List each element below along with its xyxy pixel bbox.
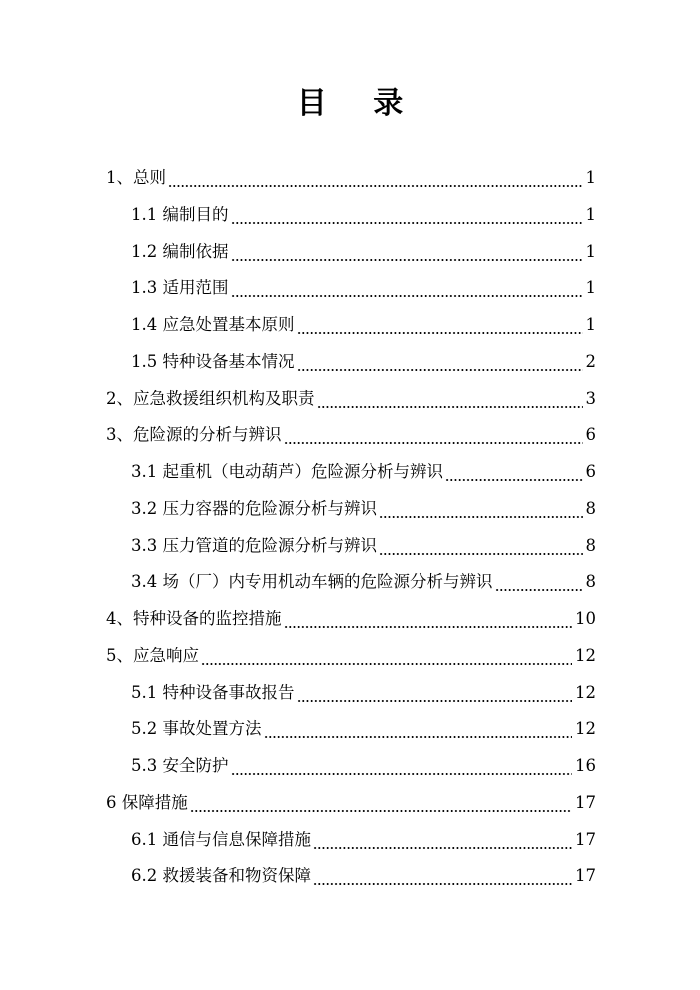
toc-entry[interactable] bbox=[0, 381, 700, 418]
toc-entry[interactable] bbox=[0, 270, 700, 307]
toc-entry[interactable] bbox=[0, 528, 700, 565]
toc-entry-label: 3.2 压力容器的危险源分析与辨识 bbox=[131, 498, 377, 518]
toc-entry-page-number: 1 bbox=[585, 241, 596, 261]
toc-entry-page-number: 17 bbox=[575, 866, 596, 886]
toc-entry[interactable] bbox=[0, 307, 700, 344]
toc-entry-label: 6 保障措施 bbox=[106, 792, 188, 812]
toc-entry-label: 1、总则 bbox=[106, 168, 166, 187]
toc-entry-label: 3.4 场（厂）内专用机动车辆的危险源分析与辨识 bbox=[131, 572, 493, 592]
toc-entry-label: 6.2 救援装备和物资保障 bbox=[131, 866, 311, 886]
toc-entry-page-number: 1 bbox=[585, 168, 596, 187]
dot-leader bbox=[297, 675, 573, 712]
dot-leader bbox=[297, 344, 583, 381]
toc-entry[interactable] bbox=[0, 711, 700, 748]
toc-entry-page-number: 8 bbox=[585, 498, 596, 518]
toc-entry[interactable] bbox=[0, 675, 700, 712]
dot-leader bbox=[284, 417, 583, 454]
toc-entry[interactable] bbox=[0, 638, 700, 675]
toc-entry-label: 3、危险源的分析与辨识 bbox=[106, 425, 282, 445]
dot-leader bbox=[231, 748, 573, 785]
toc-entry[interactable] bbox=[0, 748, 700, 785]
toc-entry-page-number: 8 bbox=[585, 535, 596, 555]
toc-entry-label: 3.3 压力管道的危险源分析与辨识 bbox=[131, 535, 377, 555]
toc-entry[interactable] bbox=[0, 491, 700, 528]
toc-entry-label: 5.1 特种设备事故报告 bbox=[131, 682, 295, 702]
toc-entry-page-number: 1 bbox=[585, 204, 596, 224]
toc-entry[interactable] bbox=[0, 160, 700, 197]
dot-leader bbox=[379, 491, 583, 528]
toc-entry-label: 2、应急救援组织机构及职责 bbox=[106, 388, 315, 408]
toc-entry-page-number: 16 bbox=[575, 756, 596, 775]
toc-entry-label: 6.1 通信与信息保障措施 bbox=[131, 829, 311, 849]
toc-entry-label: 4、特种设备的监控措施 bbox=[106, 609, 282, 628]
toc-entry-page-number: 12 bbox=[575, 645, 596, 665]
toc-entry-page-number: 10 bbox=[575, 609, 596, 628]
toc-entry-page-number: 2 bbox=[585, 351, 596, 371]
toc-entry[interactable] bbox=[0, 858, 700, 895]
dot-leader bbox=[317, 381, 583, 418]
dot-leader bbox=[313, 822, 572, 859]
dot-leader bbox=[379, 528, 583, 565]
toc-entry-page-number: 6 bbox=[585, 462, 596, 481]
toc-entry[interactable] bbox=[0, 417, 700, 454]
dot-leader bbox=[297, 307, 583, 344]
dot-leader bbox=[231, 234, 583, 271]
dot-leader bbox=[168, 160, 583, 197]
dot-leader bbox=[495, 564, 583, 601]
toc-entry[interactable] bbox=[0, 564, 700, 601]
toc-entry-page-number: 12 bbox=[575, 682, 596, 702]
toc-entry[interactable] bbox=[0, 454, 700, 491]
dot-leader bbox=[190, 785, 572, 822]
dot-leader bbox=[231, 270, 583, 307]
toc-entry-label: 1.3 适用范围 bbox=[131, 278, 229, 298]
toc-entry-page-number: 17 bbox=[575, 792, 596, 812]
dot-leader bbox=[313, 858, 572, 895]
toc-entry-page-number: 6 bbox=[585, 425, 596, 445]
toc-entry-label: 3.1 起重机（电动葫芦）危险源分析与辨识 bbox=[131, 462, 443, 481]
toc-entry[interactable] bbox=[0, 785, 700, 822]
toc-entry-label: 5.2 事故处置方法 bbox=[131, 719, 262, 739]
toc-title: 目 录 bbox=[296, 86, 422, 121]
dot-leader bbox=[201, 638, 572, 675]
toc-entry[interactable] bbox=[0, 344, 700, 381]
toc-entry-page-number: 8 bbox=[585, 572, 596, 592]
toc-entry-page-number: 1 bbox=[585, 315, 596, 334]
dot-leader bbox=[264, 711, 573, 748]
dot-leader bbox=[284, 601, 573, 638]
toc-entry-label: 5.3 安全防护 bbox=[131, 756, 229, 775]
table-of-contents bbox=[0, 160, 700, 895]
toc-entry-label: 1.2 编制依据 bbox=[131, 241, 229, 261]
toc-entry[interactable] bbox=[0, 197, 700, 234]
toc-entry-page-number: 3 bbox=[585, 388, 596, 408]
toc-entry[interactable] bbox=[0, 234, 700, 271]
toc-entry[interactable] bbox=[0, 822, 700, 859]
toc-entry-label: 5、应急响应 bbox=[106, 645, 199, 665]
dot-leader bbox=[231, 197, 583, 234]
toc-entry-label: 1.4 应急处置基本原则 bbox=[131, 315, 295, 334]
toc-entry-page-number: 17 bbox=[575, 829, 596, 849]
toc-entry-page-number: 12 bbox=[575, 719, 596, 739]
dot-leader bbox=[445, 454, 583, 491]
toc-entry-page-number: 1 bbox=[585, 278, 596, 298]
toc-entry-label: 1.5 特种设备基本情况 bbox=[131, 351, 295, 371]
toc-entry[interactable] bbox=[0, 601, 700, 638]
toc-entry-label: 1.1 编制目的 bbox=[131, 204, 229, 224]
